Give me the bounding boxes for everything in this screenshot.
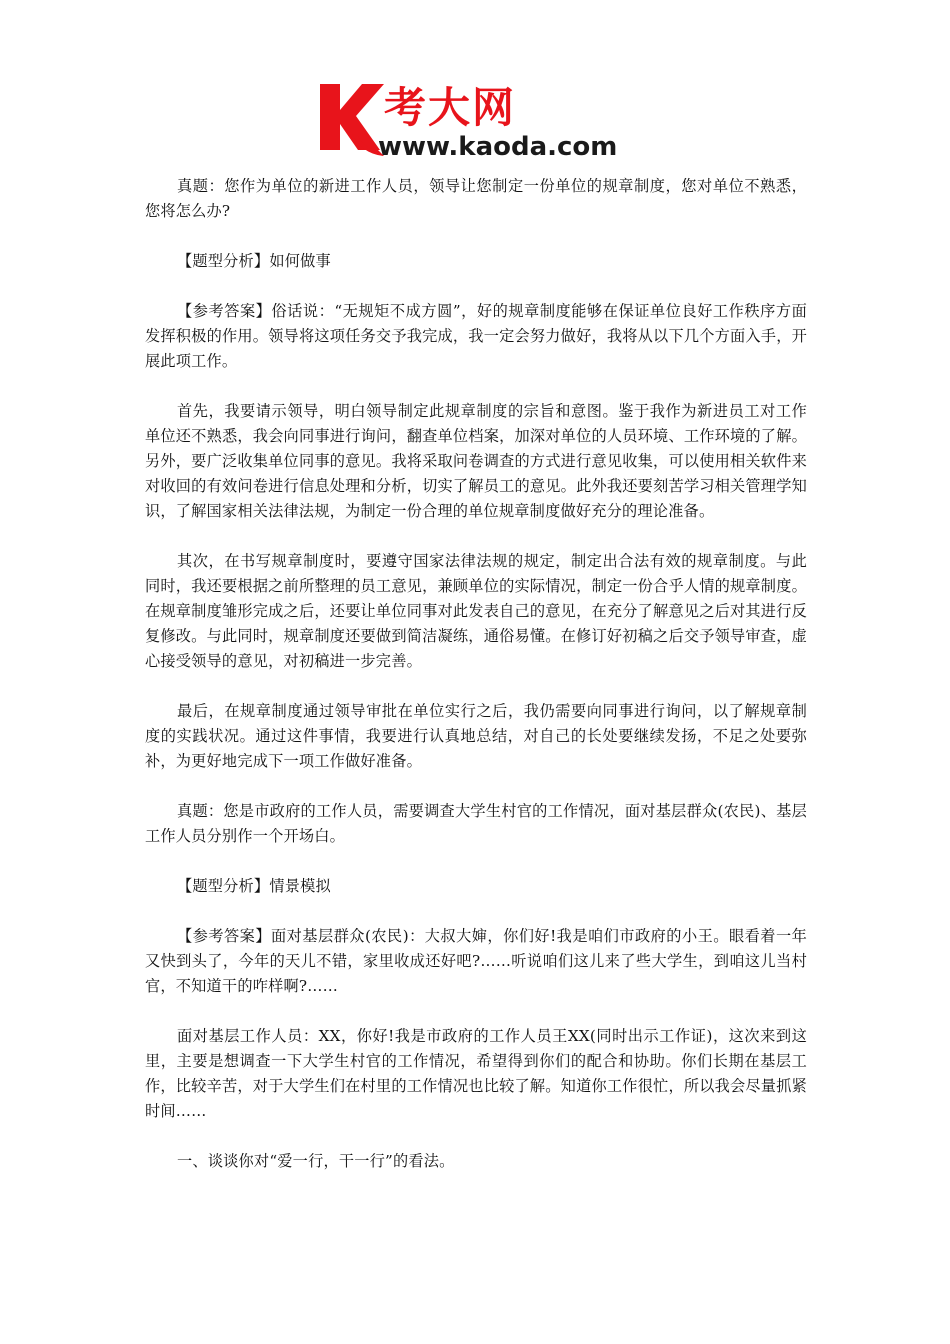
logo-url-text: www.kaoda.com — [378, 132, 618, 160]
question-1-answer-intro: 【参考答案】俗话说：“无规矩不成方圆”，好的规章制度能够在保证单位良好工作秩序方面发挥积极的作用。领导将这项任务交予我完成，我一定会努力做好，我将从以下几个方面入手，开展此项工作。 — [145, 302, 807, 370]
question-3-heading: 一、谈谈你对“爱一行，干一行”的看法。 — [177, 1152, 455, 1170]
question-2-text: 真题：您是市政府的工作人员，需要调查大学生村官的工作情况，面对基层群众(农民)、基层工作人员分别作一个开场白。 — [145, 802, 807, 845]
document-body — [145, 174, 807, 1174]
kaoda-logo-graphic — [318, 78, 638, 160]
question-1-answer-last: 最后，在规章制度通过领导审批在单位实行之后，我仍需要向同事进行询问，以了解规章制度的实践状况。通过这件事情，我要进行认真地总结，对自己的长处要继续发扬，不足之处要弥补，为更好地完成下一项工作做好准备。 — [145, 702, 807, 770]
question-1-answer-second: 其次，在书写规章制度时，要遵守国家法律法规的规定，制定出合法有效的规章制度。与此同时，我还要根据之前所整理的员工意见，兼顾单位的实际情况，制定一份合乎人情的规章制度。在规章制度雏形完成之后，还要让单位同事对此发表自己的意见，在充分了解意见之后对其进行反复修改。与此同时，规章制度还要做到简洁凝练，通俗易懂。在修订好初稿之后交予领导审查，虚心接受领导的意见，对初稿进一步完善。 — [145, 552, 807, 670]
kaoda-logo — [318, 78, 638, 160]
question-1-analysis: 【题型分析】如何做事 — [177, 252, 331, 270]
question-2-answer-staff: 面对基层工作人员：XX，你好!我是市政府的工作人员王XX(同时出示工作证)，这次来到这里，主要是想调查一下大学生村官的工作情况，希望得到你们的配合和协助。你们长期在基层工作，比较辛苦，对于大学生们在村里的工作情况也比较了解。知道你工作很忙，所以我会尽量抓紧时间…… — [145, 1027, 807, 1120]
logo-brand-text: 考大网 — [384, 83, 517, 132]
question-1-text: 真题：您作为单位的新进工作人员，领导让您制定一份单位的规章制度，您对单位不熟悉，您将怎么办? — [145, 177, 807, 220]
k-mark-icon — [320, 84, 384, 150]
question-2-answer-farmers: 【参考答案】面对基层群众(农民)：大叔大婶，你们好!我是咱们市政府的小王。眼看着一年又快到头了，今年的天儿不错，家里收成还好吧?……听说咱们这儿来了些大学生，到咱这儿当村官，不知道干的咋样啊?…… — [145, 927, 807, 995]
question-2-analysis: 【题型分析】情景模拟 — [177, 877, 331, 895]
question-1-answer-first: 首先，我要请示领导，明白领导制定此规章制度的宗旨和意图。鉴于我作为新进员工对工作单位还不熟悉，我会向同事进行询问，翻查单位档案，加深对单位的人员环境、工作环境的了解。另外，要广泛收集单位同事的意见。我将采取问卷调查的方式进行意见收集，可以使用相关软件来对收回的有效问卷进行信息处理和分析，切实了解员工的意见。此外我还要刻苦学习相关管理学知识，了解国家相关法律法规，为制定一份合理的单位规章制度做好充分的理论准备。 — [145, 402, 807, 520]
